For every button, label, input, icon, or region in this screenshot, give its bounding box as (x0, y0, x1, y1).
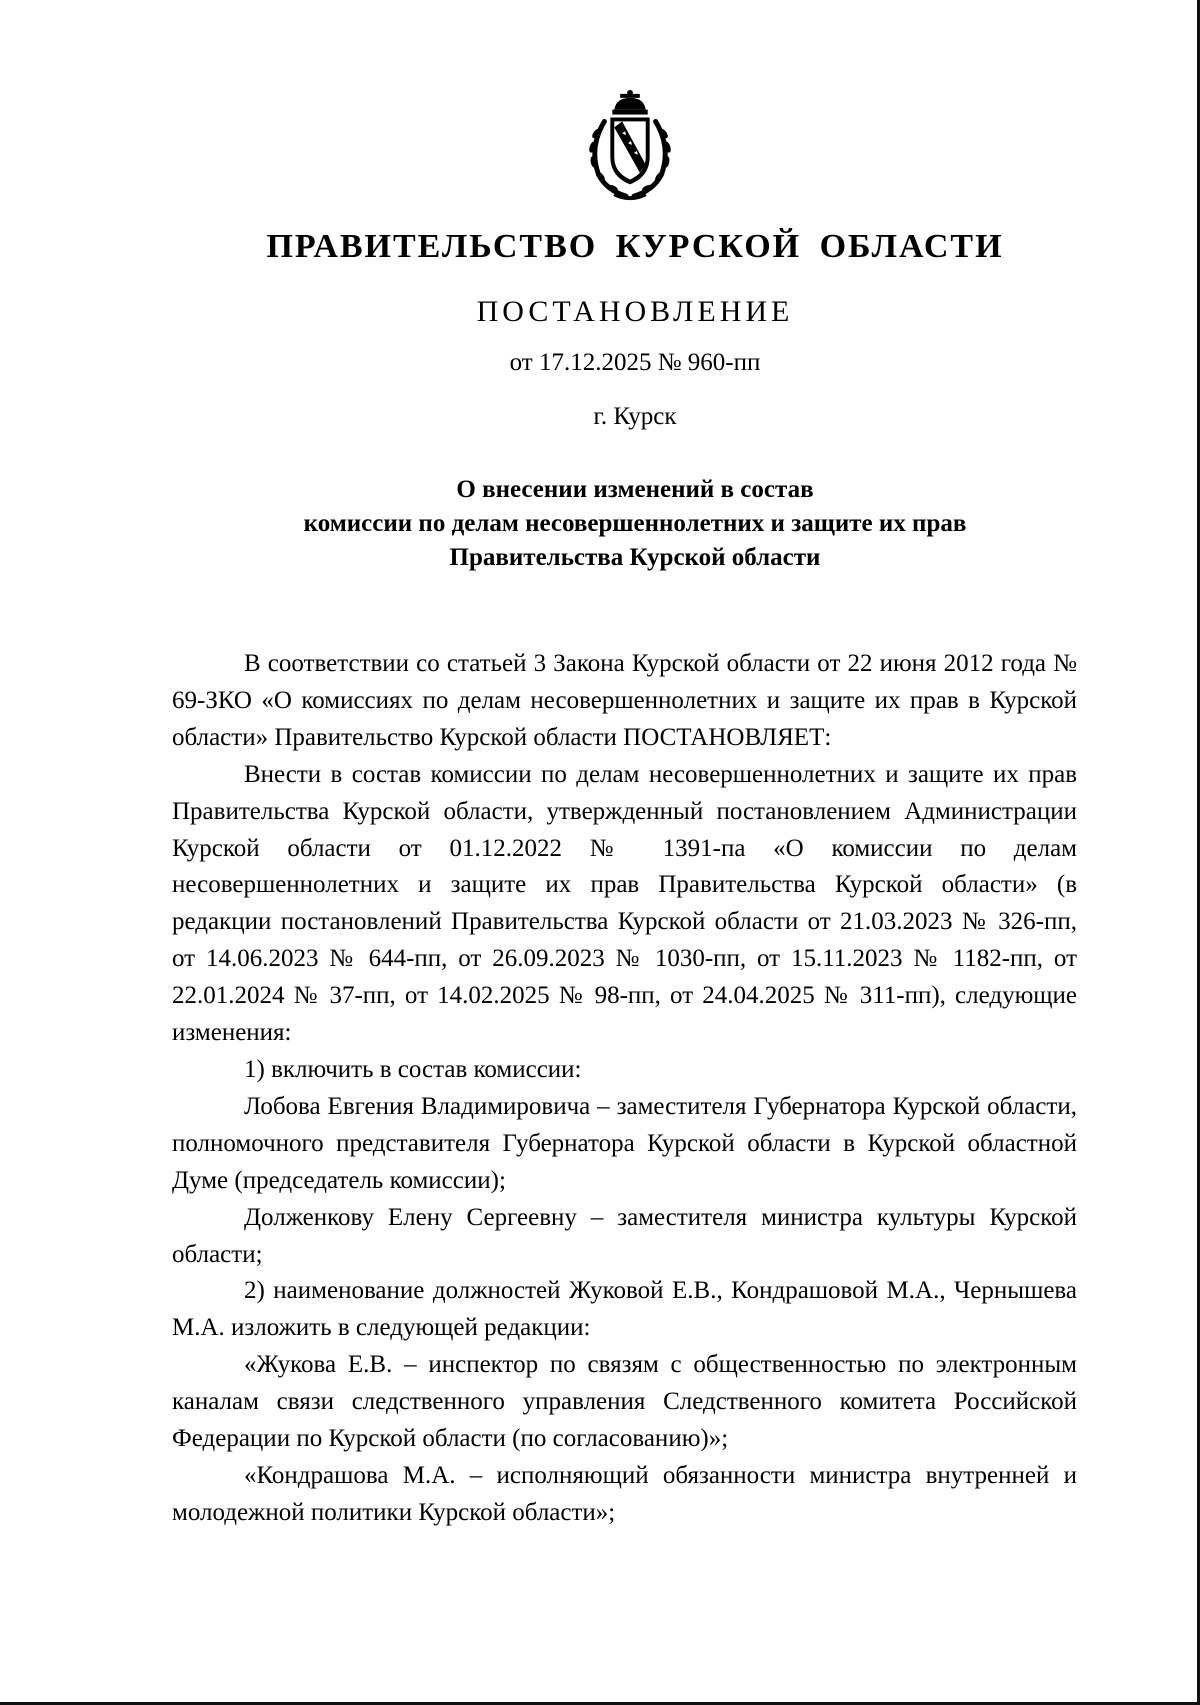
paragraph-dolzhenkova: Долженкову Елену Сергеевну – заместителя министра культуры Курской области; (172, 1203, 1077, 1268)
paragraph-kondrashova: «Кондрашова М.А. – исполняющий обязанности министра внутренней и молодежной политики Курской области»; (172, 1461, 1077, 1526)
heading-line-3: Правительства Курской области (449, 544, 821, 571)
coat-of-arms-icon (571, 88, 689, 206)
document-heading (0, 473, 1200, 575)
document-type: ПОСТАНОВЛЕНИЕ (476, 295, 794, 328)
paragraph-zhukova: «Жукова Е.В. – инспектор по связям с общественностью по электронным каналам связи следственного управления Следственного комитета Российской Федерации по Курской области (по согласованию)»; (172, 1351, 1077, 1453)
paragraph-item-2: 2) наименование должностей Жуковой Е.В., Кондрашовой М.А., Чернышева М.А. изложить в следующей редакции: (172, 1277, 1077, 1342)
organization-title: ПРАВИТЕЛЬСТВО КУРСКОЙ ОБЛАСТИ (266, 228, 1004, 265)
heading-line-1: О внесении изменений в состав (456, 476, 814, 503)
paragraph-item-1: 1) включить в состав комиссии: (244, 1055, 582, 1083)
paragraph-lobov: Лобова Евгения Владимировича – заместителя Губернатора Курской области, полномочного представителя Губернатора Курской области в Курской областной Думе (председатель комиссии); (172, 1092, 1077, 1194)
paragraph-preamble: В соответствии со статьей 3 Закона Курской области от 22 июня 2012 года № 69-ЗКО «О комиссиях по делам несовершеннолетних и защите их прав в Курской области» Правительство Курской области ПОСТАНОВЛЯЕТ: (172, 650, 1077, 751)
paragraph-resolution: Внести в состав комиссии по делам несовершеннолетних и защите их прав Правительства Курской области, утвержденный постановлением Администрации Курской области от 01.12.2022 № 1391-па «О комиссии по делам несовершеннолетних и защите их прав Правительства Курской области» (в редакции постановлений Правительства Курской области от 21.03.2023 № 326-пп, от 14.06.2023 № 644-пп, от 26.09.2023 № 1030-пп, от 15.11.2023 № 1182-пп, от 22.01.2024 № 37-пп, от 14.02.2025 № 98-пп, от 24.04.2025 № 311-пп), следующие изменения: (172, 760, 1077, 1047)
document-number: от 17.12.2025 № 960-пп (509, 349, 761, 376)
heading-line-2: комиссии по делам несовершеннолетних и защите их прав (303, 510, 967, 537)
document-city: г. Курск (593, 403, 677, 430)
document-body (172, 646, 1077, 1532)
